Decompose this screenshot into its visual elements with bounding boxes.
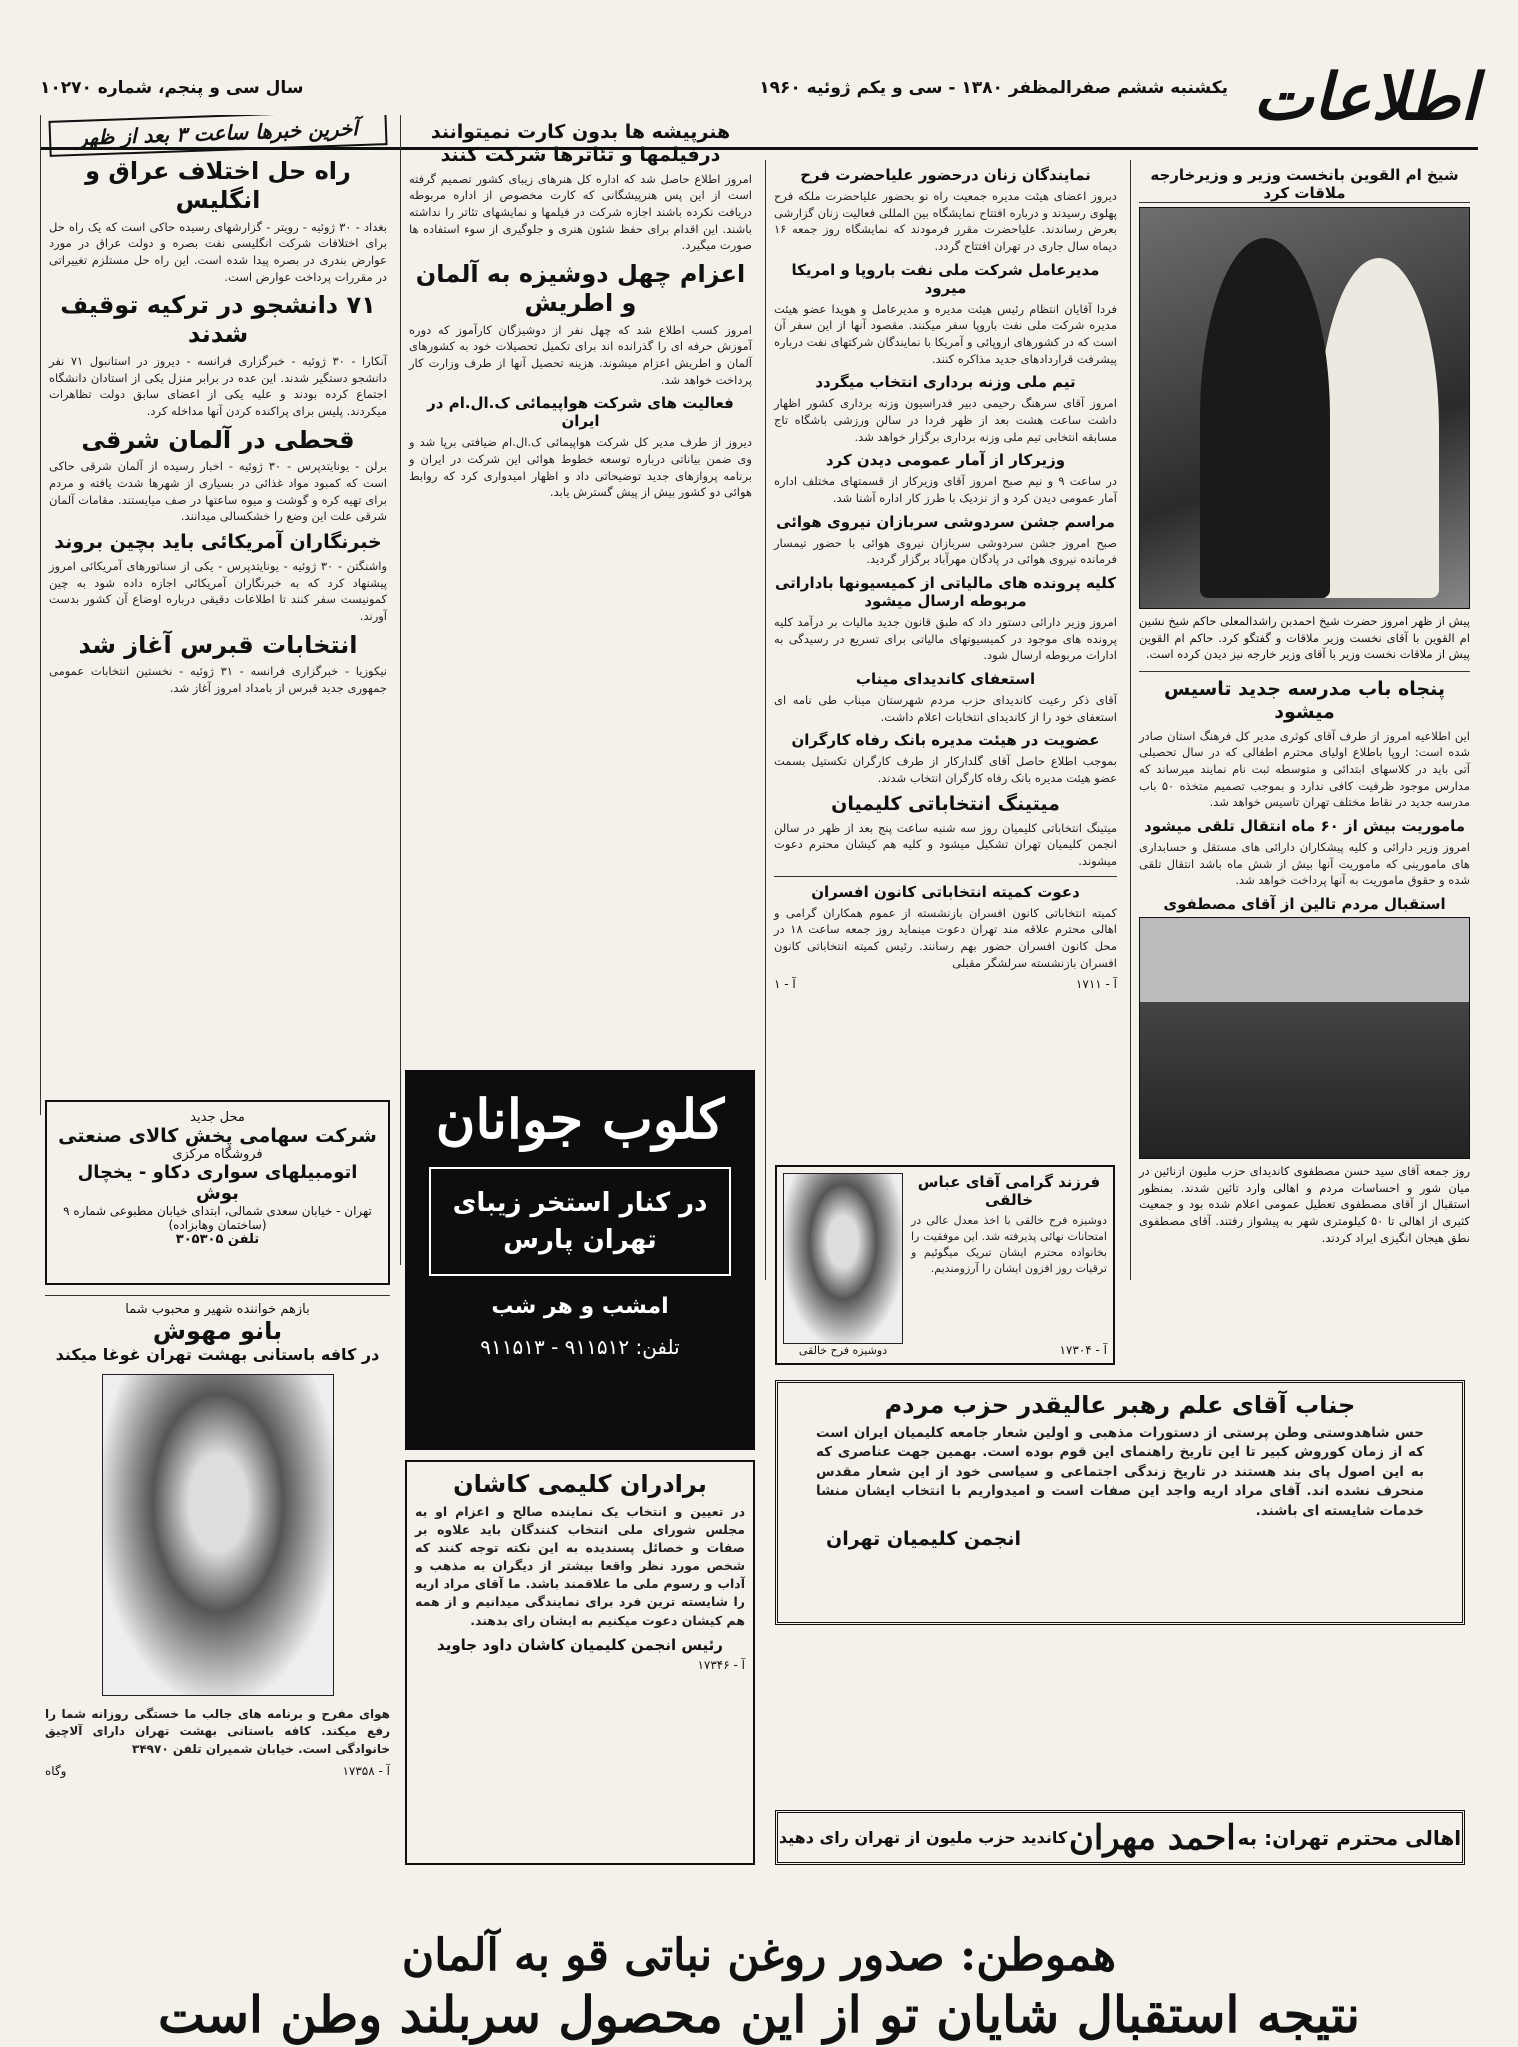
column-4: [40, 115, 395, 1115]
ad-company: شرکت سهامی پخش کالای صنعتی: [58, 1125, 377, 1147]
column-1: [1130, 160, 1478, 1280]
airforce-headline: مراسم جشن سردوشی سربازان نیروی هوائی: [776, 512, 1115, 531]
kashan-sign: رئیس انجمن کلیمیان کاشان داود جاوید: [437, 1635, 723, 1654]
women-body: دیروز اعضای هیئت مدیره جمعیت راه نو بحضور علیاحضرت ملکه فرح پهلوی رسیدند و درباره افتتاح نمایشگاه بین المللی فعالیت زنان گزارشی بعرض رساندند. علیاحضرت مقرر فرمودند که نمایشگاه روز جمعه ۱۶ دیماه سال جاری در تهران افتتاح گردد.: [774, 189, 1117, 254]
cyprus-headline: انتخابات قبرس آغاز شد: [78, 630, 358, 659]
art-headline: هنرپیشه ها بدون کارت نمیتوانند درفیلمها و تئاترها شرکت کنند: [430, 121, 731, 166]
bottom-banner-line-1: هموطن: صدور روغن نباتی قو به آلمان: [401, 1930, 1117, 1981]
congrats-body: دوشیزه فرح خالقی با اخذ معدل عالی در امتحانات نهائی پذیرفته شد. این موفقیت را بخانواده محترم ایشان تبریک میگوئیم و ترقیات روز افزون ایشان را آرزومندیم.: [911, 1214, 1107, 1275]
school-headline: پنجاه باب مدرسه جدید تاسیس میشود: [1164, 678, 1445, 723]
photo-headline: شیخ ام القوین بانخست وزیر و وزیرخارجه ملاقات کرد: [1139, 166, 1470, 203]
kargaran-headline: عضویت در هیئت مدیره بانک رفاه کارگران: [791, 731, 1100, 750]
singer-ad-top: بازهم خواننده شهیر و محبوب شما: [125, 1302, 310, 1317]
sheikh-figure: [1319, 258, 1439, 598]
dateline: یکشنبه ششم صفرالمظفر ۱۳۸۰ - سی و یکم ژوئیه ۱۹۶۰: [759, 78, 1228, 98]
club-title: کلوب جوانان: [435, 1087, 725, 1151]
party-body: حس شاهدوستی وطن پرستی از دستورات مذهبی و اولین شعار جامعه کلیمیان ایران است که از زمان کوروش کبیر تا این تاریخ راهنمای این قوم بوده است. بهمین جهت عناصری که به این اصول پای بند هستند در تاریخ زندگی اجتماعی و سیاسی خود از این شعار مقدس منحرف نشده اند. آقای مراد اریه واجد این صفات است و امیدواریم با انتخاب ایشان منشا خدمات شایسته ای باشند.: [816, 1424, 1424, 1520]
minister-figure: [1200, 238, 1330, 598]
congrats-box: [775, 1165, 1115, 1365]
notice-ref: آ - ۱۷۱۱: [1075, 977, 1117, 992]
stats-headline: وزیرکار از آمار عمومی دیدن کرد: [825, 451, 1066, 470]
party-box: [775, 1380, 1465, 1625]
turkey-body: آنکارا - ۳۰ ژوئیه - خبرگزاری فرانسه - دیروز در استانبول ۷۱ نفر دانشجو دستگیر شدند. این عده در برابر منزل یکی از استادان دانشگاه اجتماع کرده بودند و علیه یکی از اعضای سابق دولت تظاهرات میکردند. پلیس برای پراکنده کردن آنها مداخله کرد.: [49, 353, 387, 418]
ad-phone: تلفن ۳۰۵۳۰۵: [175, 1232, 260, 1247]
notice-headline: دعوت کمیته انتخاباتی کانون افسران: [811, 882, 1080, 901]
officers-headline: ماموریت بیش از ۶۰ ماه انتقال تلقی میشود: [1144, 816, 1465, 835]
oil-headline: مدیرعامل شرکت ملی نفت باروپا و امریکا میرود: [791, 260, 1100, 297]
strip-outro: کاندید حزب ملیون از تهران رای دهید: [778, 1828, 1068, 1847]
issue-number: سال سی و پنجم، شماره ۱۰۲۷۰: [40, 78, 304, 98]
kalimi-body: میتینگ انتخاباتی کلیمیان روز سه شنبه ساعت پنج بعد از ظهر در سالن انجمن کلیمیان تهران تشکیل میشود و کلیه هم کیشان محترم دعوت میشوند.: [774, 820, 1117, 868]
singer-ad-ref: آ - ۱۷۳۵۸: [342, 1764, 390, 1779]
school-body: این اطلاعیه امروز از طرف آقای کوثری مدیر کل فرهنگ استان صادر شده است: اروپا باطلاع اولیای محترم اطفالی که در سال تحصیلی آتی باید در کلاسهای ابتدائی و متوسطه ثبت نام نمایند میرساند که مدارس موجود ظرفیت کافی ندارد و بموجب تصمیم متخذه ۵۰ باب مدرسه جدید در نقاط مختلف تهران تاسیس خواهد شد.: [1139, 728, 1470, 810]
germany-headline: قحطی در آلمان شرقی: [81, 425, 355, 454]
singer-venue: در کافه باستانی بهشت تهران غوغا میکند: [55, 1345, 380, 1364]
club-tagline: امشب و هر شب: [491, 1294, 669, 1320]
ad-address: تهران - خیابان سعدی شمالی، ابتدای خیابان مطبوعی شماره ۹ (ساختمان وهابزاده): [63, 1204, 372, 1232]
girl-caption: دوشیزه فرح خالقی: [798, 1344, 888, 1357]
crowd-photo: [1139, 917, 1470, 1159]
turkey-headline: ۷۱ دانشجو در ترکیه توقیف شدند: [60, 291, 376, 349]
ad-store: فروشگاه مرکزی: [172, 1147, 263, 1162]
girls-headline: اعزام چهل دوشیزه به آلمان و اطریش: [415, 259, 746, 317]
weightlifting-body: امروز آقای سرهنگ رحیمی دبیر فدراسیون وزنه برداری کشور اظهار داشت ساعت هشت بعد از ظهر فردا در سالن ورزشی باشگاه تاج مسابقه انتخابی تیم ملی وزنه برداری برگزار خواهد شد.: [774, 396, 1117, 444]
iraq-body: بغداد - ۳۰ ژوئیه - رویتر - گزارشهای رسیده حاکی است که یک راه حل برای اختلافات شرکت انگلیسی نفت بصره و دولت عراق در مورد عوارض بندری در بصره پیدا شده است. این راه حل مستلزم تغییراتی در مقررات پرداخت عوارض است.: [49, 219, 387, 284]
kashan-headline: برادران کلیمی کاشان: [453, 1470, 707, 1498]
airline-headline: فعالیت های شرکت هواپیمائی ک.ال.ام در ایران: [427, 394, 734, 431]
kashan-box: [405, 1460, 755, 1865]
club-phone: تلفن: ۹۱۱۵۱۲ - ۹۱۱۵۱۳: [480, 1335, 680, 1360]
tax-headline: کلیه پرونده های مالیاتی از کمیسیونها باداراتی مربوطه ارسال میشود: [774, 574, 1117, 611]
kashan-ref: آ - ۱۷۳۴۶: [697, 1657, 745, 1672]
officers-body: امروز وزیر دارائی و کلیه پیشکاران دارائی های مستقل و حسابداری های مامورینی که ماموریت آنها بیش از شش ماه باشد انتقال تلقی شده و حقوق ماموریت به آنها پرداخت خواهد شد.: [1139, 839, 1470, 888]
ad-products: اتومبیلهای سواری دکاو - یخچال بوش: [77, 1162, 358, 1204]
singer-portrait: [102, 1374, 334, 1696]
column-2: [765, 160, 1125, 1280]
crowd-photo-headline: استقبال مردم تالین از آقای مصطفوی: [1163, 894, 1446, 913]
club-location: در کنار استخر زیبای تهران پارس: [429, 1167, 731, 1276]
iraq-headline: راه حل اختلاف عراق و انگلیس: [85, 157, 351, 214]
girl-portrait: [783, 1173, 903, 1344]
cyprus-body: نیکوزیا - خبرگزاری فرانسه - ۳۱ ژوئیه - نخستین انتخابات عمومی جمهوری جدید قبرس از بامداد امروز آغاز شد.: [49, 664, 387, 695]
election-strip: [775, 1810, 1465, 1865]
appliance-ad: [45, 1100, 390, 1285]
strip-intro: اهالی محترم تهران: به: [1237, 1825, 1462, 1850]
congrats-headline: فرزند گرامی آقای عباس خالقی: [917, 1173, 1101, 1209]
crowd-photo-caption: روز جمعه آقای سید حسن مصطفوی کاندیدای حزب ملیون ازنائین در میان شور و احساسات مردم و اهالی وارد تائین شدند. بمنظور استقبال از آقای مصطفوی تعطیل عمومی اعلام شده بود و جمعیت کثیری از اهالی تا ۵۰ کیلومتری شهر به پیشواز رفتند. آقای مصطفوی نطق هیجان انگیزی ایراد کردند.: [1139, 1163, 1470, 1245]
notice-ref-2: آ - ۱: [774, 977, 796, 992]
latest-news-label: آخرین خبرها ساعت ۳ بعد از ظهر: [48, 115, 387, 157]
weightlifting-headline: تیم ملی وزنه برداری انتخاب میگردد: [815, 373, 1076, 392]
girls-body: امروز کسب اطلاع شد که چهل نفر از دوشیزگان کارآموز که دوره آموزش حرفه ای را گذرانده اند برای تکمیل تحصیلات خود به کشورهای آلمان و اطریش اعزام میشوند. هزینه تحصیل آنها از طرف وزارت کار پرداخت خواهد شد.: [409, 322, 752, 387]
kargaran-body: بموجب اطلاع حاصل آقای گلدارکار از طرف کارگران تکستیل بسمت عضو هیئت مدیره بانک رفاه کارگران انتخاب شدند.: [774, 754, 1117, 786]
singer-ad-description: هوای مفرح و برنامه های جالب ما خستگی روزانه شما را رفع میکند. کافه باستانی بهشت تهران دارای آلاچیق خانوادگی است. خیابان شمیران تلفن ۳۴۹۷۰: [45, 1707, 390, 1756]
meeting-photo: [1139, 207, 1470, 609]
bottom-banner-line-2: نتیجه استقبال شایان تو از این محصول سربلند وطن است: [157, 1985, 1361, 2044]
art-body: امروز اطلاع حاصل شد که اداره کل هنرهای زیبای کشور تصمیم گرفته است از این پس هنرپیشگانی که کارت مخصوص از اداره مربوطه دریافت نکرده باشند اجازه شرکت در فیلمها و نمایشهای تئاتر را نداشته باشند. این اقدام برای حفظ شئون هنری و جلوگیری از سوء استفاده ها صورت میگیرد.: [409, 171, 752, 253]
photo-caption: پیش از ظهر امروز حضرت شیخ احمدبن راشدالمعلی حاکم شیخ نشین ام القوین با آقای نخست وزیر ملاقات و گفتگو کرد. حاکم ام القوین پیش از ملاقات نخست وزیر با آقای وزیر خارجه نیز دیدن کرده است.: [1139, 614, 1470, 662]
party-sign: انجمن کلیمیان تهران: [826, 1527, 1022, 1550]
women-headline: نمایندگان زنان درحضور علیاحضرت فرح: [800, 166, 1091, 184]
kalimi-headline: میتینگ انتخاباتی کلیمیان: [831, 792, 1060, 815]
notice-body: کمیته انتخاباتی کانون افسران بازنشسته از عموم همکاران گرامی و اهالی محترم علاقه مند تهران دعوت مینماید روز جمعه ساعت ۱۸ در محل کانون افسران حضور بهم رسانند. رئیس کمیته انتخاباتی کانون افسران بازنشسته سرلشگر مقبلی: [774, 905, 1117, 970]
resign-body: آقای ذکر رعیت کاندیدای حزب مردم شهرستان میناب طی نامه ای استعفای خود را از کاندیدای انتخابات اعلام داشت.: [774, 693, 1117, 724]
newspaper-logo: اطلاعات: [1253, 60, 1478, 135]
singer-ad: [45, 1295, 390, 1865]
club-ad: [405, 1070, 755, 1450]
strip-candidate: احمد مهران: [1068, 1817, 1236, 1858]
tax-body: امروز وزیر دارائی دستور داد که طبق قانون جدید مالیات بر درآمد کلیه پرونده های موجود در کمیسیونهای مالیاتی برای تسریع در رسیدگی به ادارات مربوطه ارسال شود.: [774, 615, 1117, 663]
reporters-body: واشنگتن - ۳۰ ژوئیه - یونایتدپرس - یکی از سناتورهای آمریکائی امروز پیشنهاد کرد که به خبرنگاران آمریکائی اجازه داده شود به چین کمونیست سفر کنند تا اطلاعات دقیقی درباره اوضاع آن کشور بدست آورند.: [49, 558, 388, 623]
oil-body: فردا آقایان انتظام رئیس هیئت مدیره و مدیرعامل و هویدا عضو هیئت مدیره شرکت ملی نفت باروپا سفر میکنند. مقصود آنها از این سفر آن است که در کشورهای اروپائی و آمریکا با نمایندگان شرکتهای نفت درباره پیشرفت قراردادهای جدید مذاکره کنند.: [774, 301, 1117, 366]
ad-location-note: محل جدید: [190, 1110, 245, 1125]
party-headline: جناب آقای علم رهبر عالیقدر حزب مردم: [884, 1391, 1356, 1419]
congrats-ref: آ - ۱۷۳۰۴: [1059, 1343, 1107, 1357]
stats-body: در ساعت ۹ و نیم صبح امروز آقای وزیرکار از قسمتهای مختلف اداره آمار عمومی دیدن کرد و از نزدیک با طرز کار اداره آشنا شد.: [774, 474, 1118, 506]
airforce-body: صبح امروز جشن سردوشی سربازان نیروی هوائی با حضور تیمسار فرمانده نیروی هوائی در پادگان مهرآباد برگزار گردید.: [774, 535, 1117, 567]
singer-ad-brand: وگاه: [45, 1764, 67, 1779]
germany-body: برلن - یونایتدپرس - ۳۰ ژوئیه - اخبار رسیده از آلمان شرقی حاکی است که کمبود مواد غذائی در بسیاری از شهرها شدت یافته و مردم برای تهیه کره و گوشت و میوه ساعتها در صف میایستند. مقامات آلمان شرقی علت این وضع را خشکسالی میدانند.: [49, 459, 387, 524]
singer-name: بانو مهوش: [152, 1317, 283, 1345]
resign-headline: استعفای کاندیدای میناب: [855, 670, 1036, 689]
kashan-body: در تعیین و انتخاب یک نماینده صالح و اعزام او به مجلس شورای ملی انتخاب کنندگان باید علاوه بر صفات و خصائل پسندیده به این نکته توجه کنند که شخص مورد نظر واقعا بیشتر از دیگران به مذهب و آداب و رسوم ملی ما علاقمند باشد. ما آقای مراد اریه را شایسته ترین فرد برای نمایندگی میدانیم و از همه هم کیشان دعوت میکنیم به ایشان رای بدهند.: [415, 1503, 745, 1628]
airline-body: دیروز از طرف مدیر کل شرکت هواپیمائی ک.ال.ام ضیافتی برپا شد و وی ضمن بیاناتی درباره توسعه خطوط هوائی این شرکت در ایران و برنامه پروازهای جدید توضیحاتی داد و اظهار امیدواری کرد که روابط هوائی دو کشور بیش از پیش گسترش یابد.: [409, 435, 752, 500]
reporters-headline: خبرنگاران آمریکائی باید بچین بروند: [54, 531, 382, 554]
